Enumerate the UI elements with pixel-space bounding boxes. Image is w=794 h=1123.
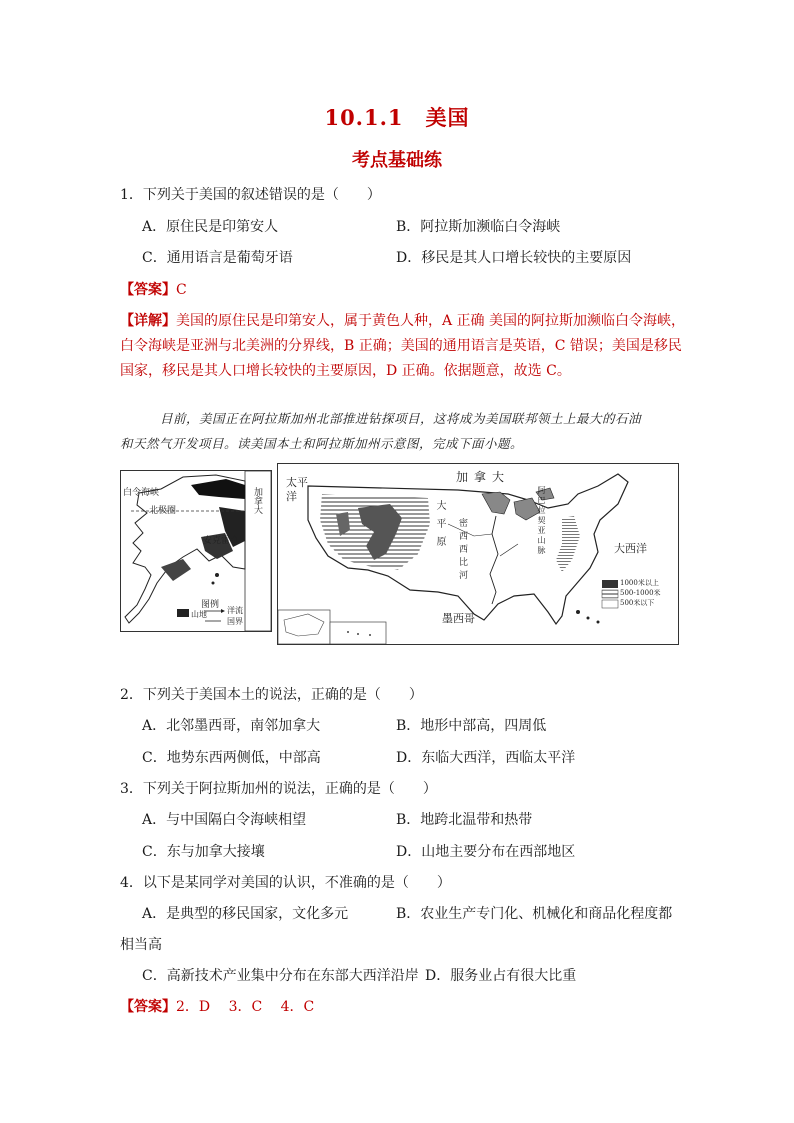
legend-border: 国界	[227, 617, 243, 626]
question-3-option-b: B．地跨北温带和热带	[396, 812, 533, 828]
question-4-option-d: D．服务业占有很大比重	[425, 968, 577, 984]
question-1-option-c: C．通用语言是葡萄牙语	[142, 250, 293, 266]
explain-tag: 【详解】	[120, 313, 176, 329]
alaska-canada-label: 加拿大	[252, 487, 262, 514]
appalachian-label: 阿巴拉契亚山脉	[537, 486, 546, 556]
answer-tag-2: 【答案】	[120, 999, 176, 1015]
answer-values-2: 2．D 3．C 4．C	[176, 999, 315, 1015]
anchorage-label: 安克雷奇	[203, 536, 240, 546]
answer-tag: 【答案】	[120, 282, 176, 298]
question-2-option-d: D．东临大西洋，西临太平洋	[396, 750, 576, 766]
usa-map	[277, 463, 679, 645]
question-2-option-c: C．地势东西两侧低，中部高	[142, 750, 321, 766]
legend-below-500: 500米以下	[620, 599, 655, 607]
passage-intro	[120, 406, 680, 456]
mississippi-label: 密西西比河	[457, 518, 467, 583]
question-4-option-a: A．是典型的移民国家，文化多元	[142, 906, 349, 922]
explain-line-3: 国家，移民是其人口增长较快的主要原因，D 正确。依据题意，故选 C。	[120, 363, 571, 379]
great-plains-label: 大平原	[434, 500, 445, 554]
question-3-option-d: D．山地主要分布在西部地区	[396, 844, 576, 860]
canada-label: 加拿大	[456, 470, 511, 484]
answer-value: C	[176, 282, 187, 298]
question-3-option-c: C．东与加拿大接壤	[142, 844, 265, 860]
atlantic-label: 大西洋	[614, 542, 647, 555]
legend-current: 洋流	[227, 606, 243, 615]
question-4-stem: 4．以下是某同学对美国的认识，不准确的是（ ）	[120, 875, 451, 891]
legend-mountain: 山地	[191, 610, 207, 619]
mexico-label: 墨西哥	[442, 612, 475, 625]
question-1-option-a: A．原住民是印第安人	[142, 219, 279, 235]
explain-line-1: 美国的原住民是印第安人，属于黄色人种，A 正确 美国的阿拉斯加濒临白令海峡，	[176, 313, 686, 329]
question-4-option-b: B．农业生产专门化、机械化和商品化程度都	[396, 906, 673, 922]
intro-line-2: 和天然气开发项目。读美国本土和阿拉斯加州示意图，完成下面小题。	[120, 436, 524, 451]
question-3-stem: 3．下列关于阿拉斯加州的说法，正确的是（ ）	[120, 781, 437, 797]
question-1-option-b: B．阿拉斯加濒临白令海峡	[396, 219, 561, 235]
pacific-label: 太平洋	[286, 476, 308, 503]
intro-line-1: 目前，美国正在阿拉斯加州北部推进钻探项目，这将成为美国联邦领土上最大的石油	[160, 411, 642, 426]
question-1-answer	[120, 280, 187, 300]
question-2-stem: 2．下列关于美国本土的说法，正确的是（ ）	[120, 687, 423, 703]
question-4-option-c: C．高新技术产业集中分布在东部大西洋沿岸	[142, 968, 419, 984]
arctic-circle-label: 北极圈	[149, 506, 177, 516]
question-1-explanation	[120, 309, 686, 384]
question-2-option-b: B．地形中部高，四周低	[396, 718, 547, 734]
page-title: 10.1.1 美国	[324, 105, 470, 130]
question-2-option-a: A．北邻墨西哥，南邻加拿大	[142, 718, 321, 734]
page-subtitle: 考点基础练	[352, 150, 442, 171]
question-3-option-a: A．与中国隔白令海峡相望	[142, 812, 307, 828]
question-1-stem: 1．下列关于美国的叙述错误的是（ ）	[120, 187, 381, 203]
alaska-map	[120, 470, 272, 632]
question-4-option-b-continued: 相当高	[120, 937, 162, 953]
legend-500-1000: 500-1000米	[620, 589, 661, 597]
question-1-option-d: D．移民是其人口增长较快的主要原因	[396, 250, 632, 266]
questions-2-4-answer	[120, 997, 314, 1017]
legend-1000-plus: 1000米以上	[620, 579, 659, 587]
legend-title: 图例	[201, 600, 220, 610]
explain-line-2: 白令海峡是亚洲与北美洲的分界线，B 正确；美国的通用语言是英语，C 错误；美国是移民	[120, 338, 682, 354]
bering-strait-label: 白令海峡	[123, 488, 160, 498]
